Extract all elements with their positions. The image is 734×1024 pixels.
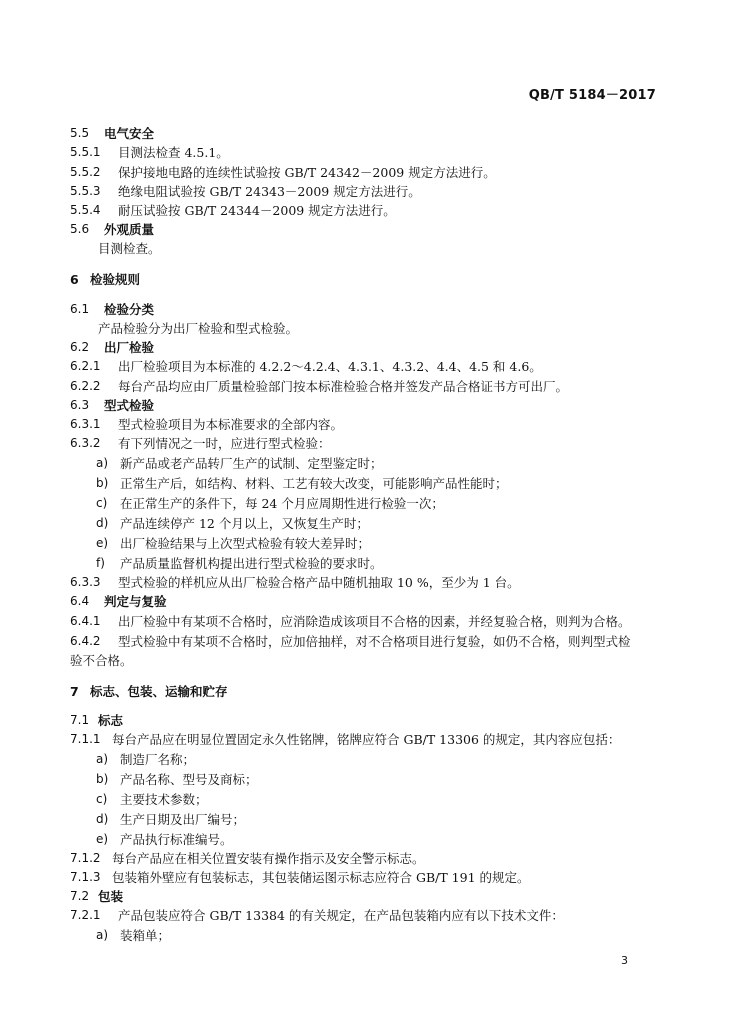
clause-number: 6.3.1 bbox=[70, 417, 101, 431]
clause-text: 耐压试验按 GB/T 24344－2009 规定方法进行。 bbox=[118, 203, 396, 218]
section-title: 电气安全 bbox=[104, 126, 155, 141]
clause-text: 验不合格。 bbox=[70, 653, 133, 668]
paragraph-text: 目测检查。 bbox=[98, 241, 161, 256]
list-item-label: a) bbox=[96, 928, 109, 942]
clause-number: 6.3.2 bbox=[70, 436, 101, 450]
clause-number: 5.5.2 bbox=[70, 165, 101, 179]
section-number: 7.2 bbox=[70, 889, 90, 903]
list-item-label: c) bbox=[96, 792, 108, 806]
section-title: 检验分类 bbox=[104, 302, 155, 317]
clause-text: 每台产品均应由厂质量检验部门按本标准检验合格并签发产品合格证书方可出厂。 bbox=[118, 379, 569, 394]
clause-number: 6.4.2 bbox=[70, 634, 101, 648]
section-number: 6.4 bbox=[70, 594, 90, 608]
clause-number: 6.2.2 bbox=[70, 379, 101, 393]
list-item-text: 产品质量监督机构提出进行型式检验的要求时。 bbox=[120, 556, 383, 571]
page-number: 3 bbox=[621, 954, 628, 967]
clause-number: 7.2.1 bbox=[70, 908, 101, 922]
list-item-text: 制造厂名称； bbox=[120, 752, 196, 767]
section-number: 5.6 bbox=[70, 222, 90, 236]
chapter-number: 7 bbox=[70, 684, 79, 699]
list-item-label: b) bbox=[96, 772, 109, 786]
clause-text: 每台产品应在相关位置安装有操作指示及安全警示标志。 bbox=[112, 851, 425, 866]
list-item-text: 正常生产后，如结构、材料、工艺有较大改变，可能影响产品性能时； bbox=[120, 476, 508, 491]
list-item-text: 出厂检验结果与上次型式检验有较大差异时； bbox=[120, 536, 371, 551]
clause-text: 有下列情况之一时，应进行型式检验： bbox=[118, 436, 331, 451]
clause-text: 型式检验中有某项不合格时，应加倍抽样，对不合格项目进行复验，如仍不合格，则判型式检 bbox=[118, 634, 631, 649]
clause-number: 6.4.1 bbox=[70, 614, 101, 628]
clause-text: 目测法检查 4.5.1。 bbox=[118, 145, 229, 160]
clause-number: 6.3.3 bbox=[70, 575, 101, 589]
clause-text: 型式检验的样机应从出厂检验合格产品中随机抽取 10 %，至少为 1 台。 bbox=[118, 575, 520, 590]
clause-text: 型式检验项目为本标准要求的全部内容。 bbox=[118, 417, 344, 432]
section-number: 6.1 bbox=[70, 302, 90, 316]
section-title: 标志 bbox=[98, 713, 124, 728]
list-item-label: e) bbox=[96, 536, 109, 550]
section-number: 7.1 bbox=[70, 713, 90, 727]
list-item-label: f) bbox=[96, 556, 105, 570]
clause-text: 绝缘电阻试验按 GB/T 24343－2009 规定方法进行。 bbox=[118, 184, 421, 199]
list-item-text: 产品连续停产 12 个月以上，又恢复生产时； bbox=[120, 516, 369, 531]
list-item-label: d) bbox=[96, 516, 109, 530]
list-item-text: 产品执行标准编号。 bbox=[120, 832, 233, 847]
chapter-title: 标志、包装、运输和贮存 bbox=[90, 684, 228, 699]
list-item-text: 在正常生产的条件下，每 24 个月应周期性进行检验一次； bbox=[120, 496, 444, 511]
clause-number: 6.2.1 bbox=[70, 359, 101, 373]
list-item-label: d) bbox=[96, 812, 109, 826]
section-number: 5.5 bbox=[70, 126, 90, 140]
clause-number: 5.5.1 bbox=[70, 145, 101, 159]
clause-number: 5.5.3 bbox=[70, 184, 101, 198]
clause-text: 出厂检验中有某项不合格时，应消除造成该项目不合格的因素，并经复验合格，则判为合格。 bbox=[118, 614, 631, 629]
list-item-label: b) bbox=[96, 476, 109, 490]
clause-number: 7.1.1 bbox=[70, 732, 101, 746]
list-item-text: 新产品或老产品转厂生产的试制、定型鉴定时； bbox=[120, 456, 383, 471]
list-item-text: 产品名称、型号及商标； bbox=[120, 772, 258, 787]
clause-number: 7.1.2 bbox=[70, 851, 101, 865]
chapter-number: 6 bbox=[70, 272, 79, 287]
list-item-label: c) bbox=[96, 496, 108, 510]
list-item-text: 生产日期及出厂编号； bbox=[120, 812, 246, 827]
clause-number: 7.1.3 bbox=[70, 870, 101, 884]
standard-code-header: QB/T 5184－2017 bbox=[528, 88, 656, 103]
list-item-text: 主要技术参数； bbox=[120, 792, 208, 807]
section-number: 6.3 bbox=[70, 398, 90, 412]
clause-text: 出厂检验项目为本标准的 4.2.2～4.2.4、4.3.1、4.3.2、4.4、4.5 和 4.6。 bbox=[118, 359, 542, 374]
section-title: 包装 bbox=[98, 889, 124, 904]
paragraph-text: 产品检验分为出厂检验和型式检验。 bbox=[98, 321, 299, 336]
list-item-label: a) bbox=[96, 456, 109, 470]
clause-text: 产品包装应符合 GB/T 13384 的有关规定，在产品包装箱内应有以下技术文件： bbox=[118, 908, 564, 923]
section-title: 外观质量 bbox=[104, 222, 155, 237]
chapter-title: 检验规则 bbox=[90, 272, 141, 287]
list-item-label: e) bbox=[96, 832, 109, 846]
section-title: 型式检验 bbox=[104, 398, 155, 413]
section-number: 6.2 bbox=[70, 340, 90, 354]
clause-text: 包装箱外壁应有包装标志，其包装储运图示标志应符合 GB/T 191 的规定。 bbox=[112, 870, 530, 885]
list-item-text: 装箱单； bbox=[120, 928, 171, 943]
section-title: 出厂检验 bbox=[104, 340, 155, 355]
list-item-label: a) bbox=[96, 752, 109, 766]
clause-text: 每台产品应在明显位置固定永久性铭牌，铭牌应符合 GB/T 13306 的规定，其内容应包括： bbox=[112, 732, 621, 747]
clause-text: 保护接地电路的连续性试验按 GB/T 24342－2009 规定方法进行。 bbox=[118, 165, 496, 180]
section-title: 判定与复验 bbox=[104, 594, 167, 609]
clause-number: 5.5.4 bbox=[70, 203, 101, 217]
